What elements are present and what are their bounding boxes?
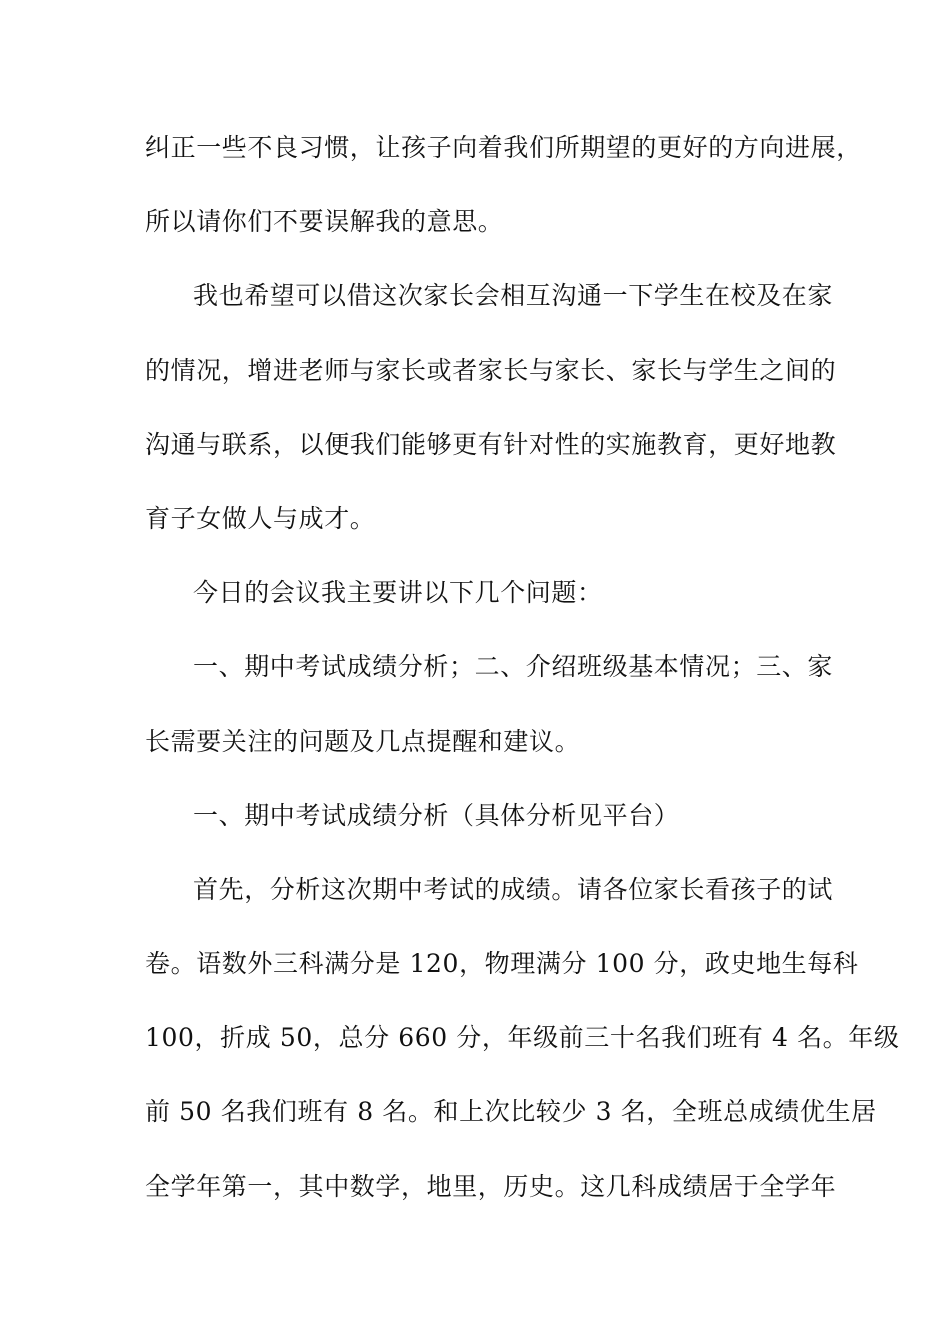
paragraph-start: 我也希望可以借这次家长会相互沟通一下学生在校及在家: [193, 281, 834, 311]
text-line: 卷。语数外三科满分是 120，物理满分 100 分，政史地生每科: [145, 949, 859, 979]
text-line: 前 50 名我们班有 8 名。和上次比较少 3 名，全班总成绩优生居: [145, 1097, 877, 1127]
document-body: [145, 121, 900, 1234]
paragraph-start: 一、期中考试成绩分析；二、介绍班级基本情况；三、家: [193, 652, 834, 682]
section-heading: 一、期中考试成绩分析（具体分析见平台）: [193, 800, 680, 830]
text-line: 沟通与联系，以便我们能够更有针对性的实施教育，更好地教: [145, 429, 837, 459]
text-line: 长需要关注的问题及几点提醒和建议。: [145, 726, 581, 756]
text-line: 的情况，增进老师与家长或者家长与家长、家长与学生之间的: [145, 355, 837, 385]
text-line: 育子女做人与成才。: [145, 503, 376, 533]
text-line: 纠正一些不良习惯，让孩子向着我们所期望的更好的方向进展，: [145, 133, 862, 162]
text-line: 全学年第一，其中数学，地里，历史。这几科成绩居于全学年: [145, 1171, 837, 1201]
paragraph-start: 今日的会议我主要讲以下几个问题：: [193, 578, 603, 608]
paragraph-start: 首先，分析这次期中考试的成绩。请各位家长看孩子的试: [193, 874, 834, 904]
text-line: 100，折成 50，总分 660 分，年级前三十名我们班有 4 名。年级: [145, 1023, 900, 1053]
text-line: 所以请你们不要误解我的意思。: [145, 207, 504, 237]
